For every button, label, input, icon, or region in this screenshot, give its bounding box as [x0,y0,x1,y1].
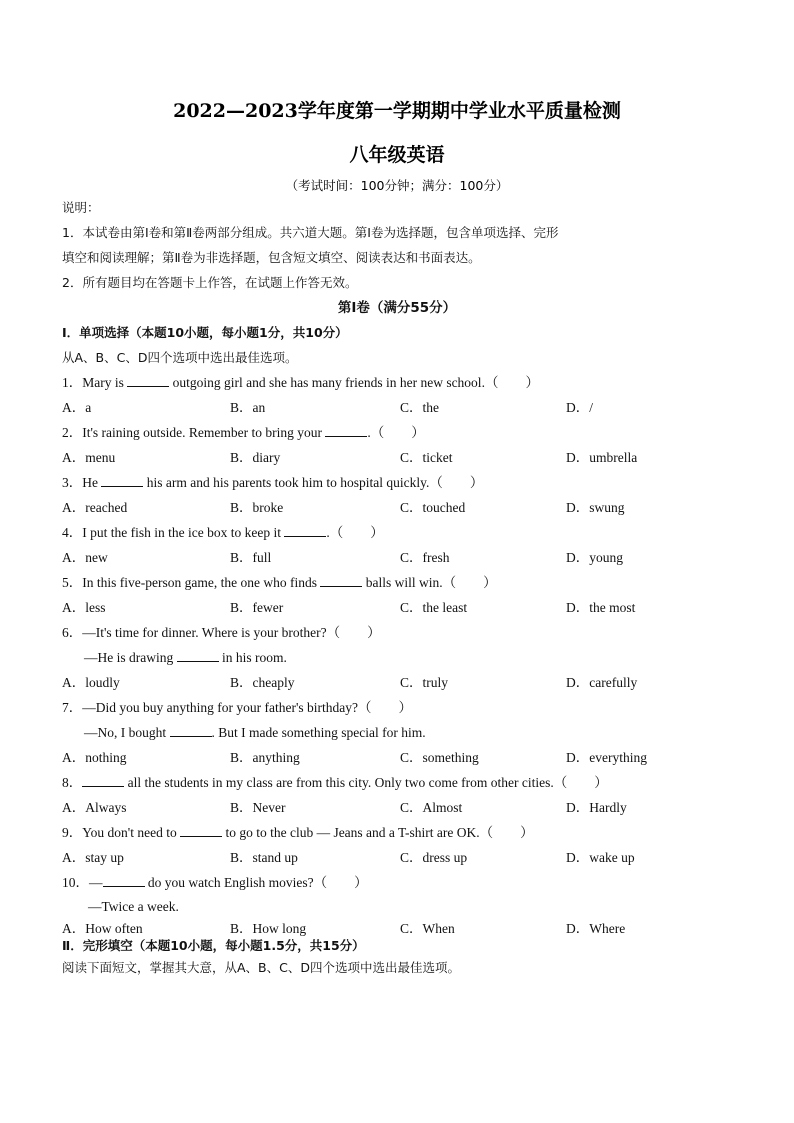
section-1-heading: Ⅰ．单项选择（本题10小题，每小题1分，共10分） [62,325,348,340]
question-stem [62,374,539,392]
question-text: —Twice a week. [88,899,179,914]
answer-blank [320,574,362,587]
answer-blank [170,724,212,737]
question-text: 4．I put the fish in the ice box to keep it [62,525,285,540]
section-2-heading: Ⅱ．完形填空（本题10小题，每小题1.5分，共15分） [62,938,365,953]
answer-blank [180,824,222,837]
answer-option: C．When [400,921,455,936]
question-stem [62,574,497,592]
answer-option: B．full [230,550,272,565]
question-text: 2．It's raining outside. Remember to bring your [62,425,326,440]
question-text: all the students in my class are from this city. Only two come from other cities.（ ） [124,775,608,790]
answer-option: D．the most [566,600,636,615]
question-text: . But I made something special for him. [211,725,426,740]
answer-option: C．the [400,400,439,415]
question-text: 5．In this five-person game, the one who finds [62,575,321,590]
question-text: 7．—Did you buy anything for your father's birthday?（ ） [62,700,412,715]
answer-option: C．Almost [400,800,463,815]
question-text: balls will win.（ ） [362,575,497,590]
answer-option: C．ticket [400,450,453,465]
instruction-2: 2．所有题目均在答题卡上作答，在试题上作答无效。 [62,275,358,290]
question-dialogue-line [84,724,426,742]
answer-blank [101,474,143,487]
answer-option: A．new [62,550,108,565]
question-text: —No, I bought [84,725,170,740]
answer-option: A．reached [62,500,128,515]
instruction-1-line-1: 1．本试卷由第Ⅰ卷和第Ⅱ卷两部分组成。共六道大题。第Ⅰ卷为选择题，包含单项选择、完形 [62,225,559,240]
question-text: .（ ） [367,425,425,440]
answer-blank [177,649,219,662]
answer-option: D．wake up [566,850,635,865]
answer-option: B．cheaply [230,675,295,690]
question-stem [62,699,412,717]
answer-option: D．Hardly [566,800,627,815]
question-text: .（ ） [326,525,384,540]
question-text: 3．He [62,475,102,490]
answer-option: A．less [62,600,106,615]
exam-title: 2022—2023学年度第一学期期中学业水平质量检测 [173,100,621,122]
answer-option: C．dress up [400,850,468,865]
question-text: 8． [62,775,83,790]
answer-blank [284,524,326,537]
answer-option: C．touched [400,500,466,515]
question-stem [62,524,384,542]
question-text: do you watch English movies?（ ） [144,875,368,890]
question-text: 1．Mary is [62,375,128,390]
answer-blank [82,774,124,787]
question-text: outgoing girl and she has many friends in her new school.（ ） [169,375,539,390]
answer-option: D．carefully [566,675,638,690]
answer-option: D．umbrella [566,450,638,465]
question-stem [62,424,425,442]
exam-info: （考试时间：100分钟；满分：100分） [285,178,509,193]
question-text: 6．—It's time for dinner. Where is your brother?（ ） [62,625,381,640]
answer-option: D．young [566,550,623,565]
answer-option: A．loudly [62,675,120,690]
answer-blank [127,374,169,387]
answer-option: B．Never [230,800,286,815]
answer-option: D．everything [566,750,647,765]
question-stem [62,874,368,892]
question-dialogue-line [84,649,287,667]
question-text: 9．You don't need to [62,825,181,840]
answer-option: B．How long [230,921,307,936]
answer-option: A．stay up [62,850,124,865]
answer-option: B．stand up [230,850,298,865]
answer-blank [103,874,145,887]
section-1-direction: 从A、B、C、D四个选项中选出最佳选项。 [62,350,298,365]
answer-option: D．swung [566,500,625,515]
answer-blank [325,424,367,437]
answer-option: A．a [62,400,92,415]
instruction-1-line-2: 填空和阅读理解；第Ⅱ卷为非选择题，包含短文填空、阅读表达和书面表达。 [62,250,481,265]
part-1-heading: 第Ⅰ卷（满分55分） [337,300,457,316]
question-dialogue-line [88,898,179,916]
answer-option: C．truly [400,675,449,690]
question-stem [62,774,608,792]
question-stem [62,624,381,642]
answer-option: C．the least [400,600,468,615]
answer-option: B．broke [230,500,284,515]
question-text: —He is drawing [84,650,177,665]
answer-option: C．something [400,750,479,765]
instructions-heading: 说明： [62,200,100,215]
answer-option: D．/ [566,400,593,415]
answer-option: B．diary [230,450,281,465]
answer-option: B．an [230,400,266,415]
answer-option: B．fewer [230,600,284,615]
question-stem [62,474,483,492]
answer-option: C．fresh [400,550,450,565]
question-stem [62,824,534,842]
answer-option: A．menu [62,450,116,465]
question-text: to go to the club — Jeans and a T-shirt are OK.（ ） [222,825,534,840]
exam-subject: 八年级英语 [349,144,445,166]
answer-option: B．anything [230,750,300,765]
answer-option: A．How often [62,921,143,936]
section-2-direction: 阅读下面短文，掌握其大意，从A、B、C、D四个选项中选出最佳选项。 [62,960,460,975]
answer-option: A．Always [62,800,127,815]
question-text: his arm and his parents took him to hospital quickly.（ ） [143,475,484,490]
answer-option: A．nothing [62,750,127,765]
question-text: in his room. [218,650,287,665]
answer-option: D．Where [566,921,626,936]
question-text: 10．— [62,875,103,890]
